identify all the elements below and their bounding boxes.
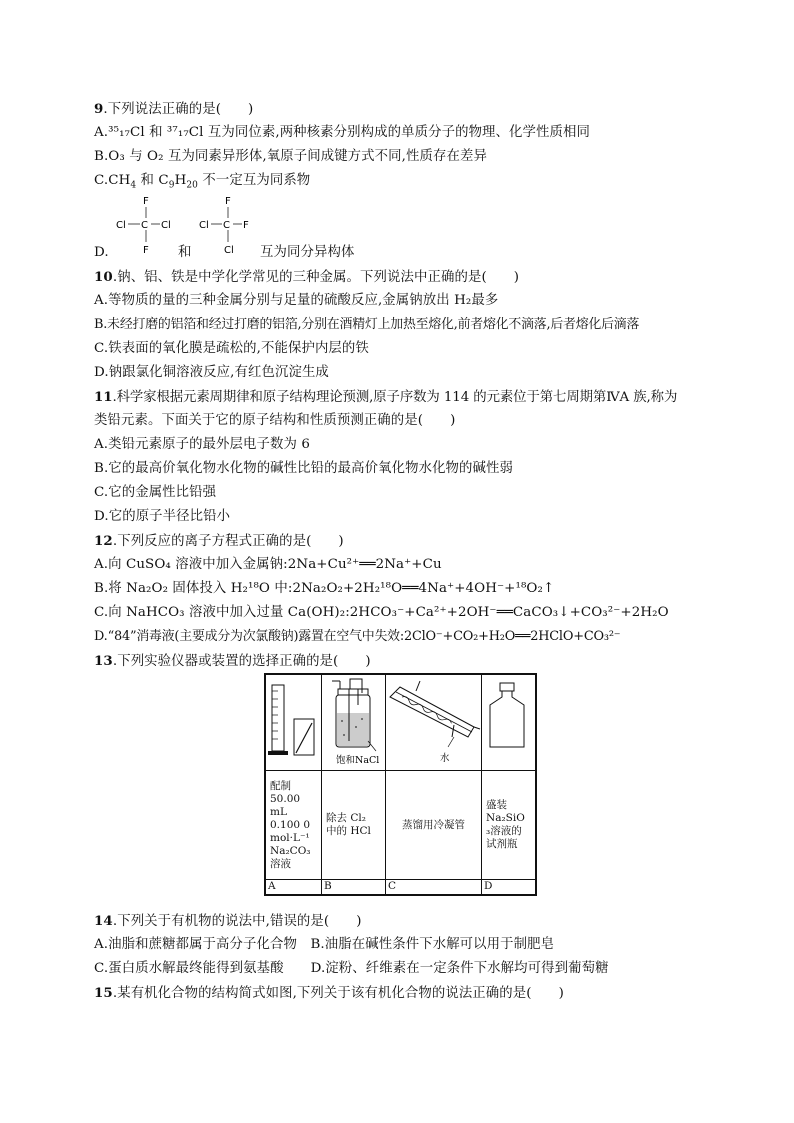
volumetric-cylinder-icon bbox=[266, 675, 321, 767]
apparatus-letter-b: B bbox=[322, 880, 386, 896]
q11-stem: 11.科学家根据元素周期律和原子结构理论预测,原子序数为 114 的元素位于第七周期第ⅣA 族,称为 bbox=[94, 389, 678, 405]
q10-stem: 10.钠、铝、铁是中学化学常见的三种金属。下列说法中正确的是( ) bbox=[94, 269, 520, 285]
q12-option-a: A.向 CuSO₄ 溶液中加入金属钠:2Na+Cu²⁺══2Na⁺+Cu bbox=[94, 557, 442, 572]
q9-option-c: $C.CH_4$ 和 $C_9H_{20}$ 不一定互为同系物 bbox=[94, 173, 311, 191]
apparatus-d-desc: 盛装 Na₂SiO ₃溶液的 试剂瓶 bbox=[482, 771, 537, 880]
mol2-right: F bbox=[243, 220, 249, 231]
apparatus-letter-d: D bbox=[482, 880, 537, 896]
apparatus-a-desc: 配制 50.00 mL 0.100 0 mol·L⁻¹ Na₂CO₃ 溶液 bbox=[265, 771, 322, 880]
water-label: 水 bbox=[440, 753, 450, 764]
apparatus-d-image bbox=[482, 674, 537, 771]
q10-option-c: C.铁表面的氧化膜是疏松的,不能保护内层的铁 bbox=[94, 341, 369, 356]
q15-stem: 15.某有机化合物的结构简式如图,下列关于该有机化合物的说法正确的是( ) bbox=[94, 985, 564, 1001]
apparatus-c-image bbox=[386, 674, 482, 771]
q14-options-ab: A.油脂和蔗糖都属于高分子化合物 B.油脂在碱性条件下水解可以用于制肥皂 bbox=[94, 937, 555, 952]
gas-washing-bottle-icon bbox=[322, 675, 385, 767]
mol2-left: Cl bbox=[199, 220, 209, 231]
q10-option-d: D.钠跟氯化铜溶液反应,有红色沉淀生成 bbox=[94, 365, 329, 380]
mol2-bottom: Cl bbox=[224, 245, 234, 256]
q9-option-d-tail: 互为同分异构体 bbox=[260, 245, 355, 260]
q12-option-c: C.向 NaHCO₃ 溶液中加入过量 Ca(OH)₂:2HCO₃⁻+Ca²⁺+2OH⁻══CaCO₃↓+CO₃²⁻+2H₂O bbox=[94, 605, 669, 620]
q13-stem: 13.下列实验仪器或装置的选择正确的是( ) bbox=[94, 653, 371, 669]
q12-stem: 12.下列反应的离子方程式正确的是( ) bbox=[94, 533, 344, 549]
apparatus-c-desc: 蒸馏用冷凝管 bbox=[386, 771, 482, 880]
q10-option-b: B.未经打磨的铝箔和经过打磨的铝箔,分别在酒精灯上加热至熔化,前者熔化不滴落,后者熔化后滴落 bbox=[94, 317, 640, 332]
apparatus-letter-c: C bbox=[386, 880, 482, 896]
q9-structure-1 bbox=[112, 192, 182, 258]
apparatus-table bbox=[264, 673, 537, 896]
q9-option-b: B.O₃ 与 O₂ 互为同素异形体,氧原子间成键方式不同,性质存在差异 bbox=[94, 149, 487, 164]
apparatus-b-desc: 除去 Cl₂ 中的 HCl bbox=[322, 771, 386, 880]
q11-option-b: B.它的最高价氧化物水化物的碱性比铅的最高价氧化物水化物的碱性弱 bbox=[94, 461, 514, 476]
q9-option-d: D. bbox=[94, 245, 109, 260]
mol1-left: Cl bbox=[116, 220, 126, 231]
q9-stem: 9.下列说法正确的是( ) bbox=[94, 101, 254, 117]
mol1-bottom: F bbox=[143, 245, 149, 256]
q12-option-d: D.“84”消毒液(主要成分为次氯酸钠)露置在空气中失效:2ClO⁻+CO₂+H₂O══2HClO+CO₃²⁻ bbox=[94, 629, 621, 644]
q9-structure-2 bbox=[196, 192, 266, 258]
q14-stem: 14.下列关于有机物的说法中,错误的是( ) bbox=[94, 913, 362, 929]
mol2-center: C bbox=[223, 220, 230, 231]
q11-option-d: D.它的原子半径比铅小 bbox=[94, 509, 231, 524]
q11-option-a: A.类铅元素原子的最外层电子数为 6 bbox=[94, 437, 310, 452]
apparatus-a-image bbox=[265, 674, 322, 771]
apparatus-b-image bbox=[322, 674, 386, 771]
q9-option-a: A.³⁵₁₇Cl 和 ³⁷₁₇Cl 互为同位素,两种核素分别构成的单质分子的物理、化学性质相同 bbox=[94, 125, 590, 140]
q14-options-cd: C.蛋白质水解最终能得到氨基酸 D.淀粉、纤维素在一定条件下水解均可得到葡萄糖 bbox=[94, 961, 609, 976]
apparatus-letter-a: A bbox=[265, 880, 322, 896]
q11-stem-cont: 类铅元素。下面关于它的原子结构和性质预测正确的是( ) bbox=[94, 413, 456, 428]
reagent-bottle-icon bbox=[482, 675, 535, 767]
q12-option-b: B.将 Na₂O₂ 固体投入 H₂¹⁸O 中:2Na₂O₂+2H₂¹⁸O══4Na⁺+4OH⁻+¹⁸O₂↑ bbox=[94, 581, 555, 596]
condenser-icon bbox=[386, 675, 481, 767]
q9-option-d-and: 和 bbox=[178, 245, 192, 260]
nacl-label: 饱和NaCl bbox=[336, 755, 380, 766]
mol1-top: F bbox=[143, 196, 149, 207]
mol1-center: C bbox=[141, 220, 148, 231]
mol1-right: Cl bbox=[161, 220, 171, 231]
q11-option-c: C.它的金属性比铅强 bbox=[94, 485, 217, 500]
q10-option-a: A.等物质的量的三种金属分别与足量的硫酸反应,金属钠放出 H₂最多 bbox=[94, 293, 499, 308]
mol2-top: F bbox=[225, 196, 231, 207]
